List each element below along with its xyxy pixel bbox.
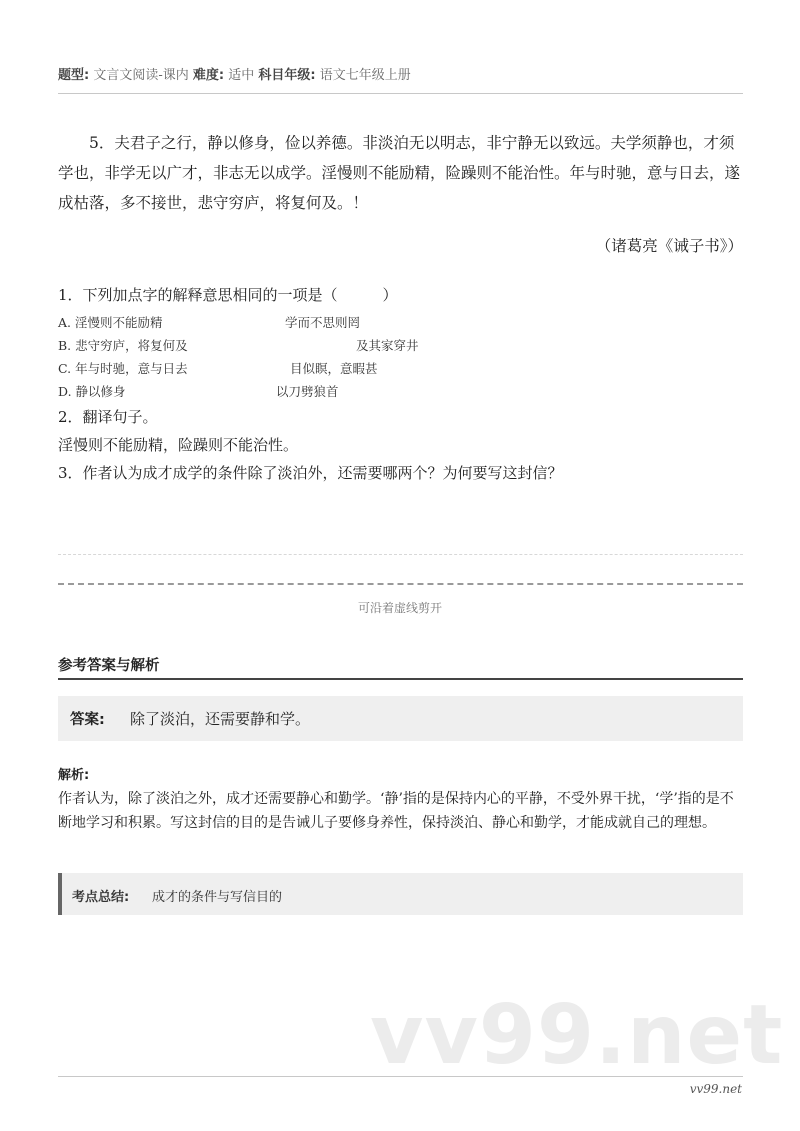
passage-source: （诸葛亮《诫子书》） bbox=[595, 237, 743, 255]
key-point-box bbox=[58, 873, 743, 915]
option-a-right: 学而不思则罔 bbox=[285, 315, 361, 330]
answer-text: 除了淡泊，还需要静和学。 bbox=[130, 710, 311, 728]
question-3: 3．作者认为成才成学的条件除了淡泊外，还需要哪两个？为何要写这封信？ bbox=[58, 464, 563, 482]
question-1: 1．下列加点字的解释意思相同的一项是（ ） bbox=[58, 286, 398, 304]
analysis-label: 解析: bbox=[58, 768, 90, 783]
option-b-left: B. 悲守穷庐，将复何及 bbox=[58, 338, 188, 353]
passage-text: 5．夫君子之行，静以修身，俭以养德。非淡泊无以明志，非宁静无以致远。夫学须静也，才须学也，非学无以广才，非志无以成学。淫慢则不能励精，险躁则不能治性。年与时驰，意与日去，遂成枯落，多不接世，悲守穷庐，将复何及。！ bbox=[58, 134, 741, 212]
answer-box bbox=[58, 696, 743, 741]
footer-divider bbox=[58, 1076, 743, 1077]
difficulty-label: 难度: bbox=[192, 68, 225, 83]
answer-section-title: 参考答案与解析 bbox=[58, 658, 160, 674]
light-dashed-line bbox=[58, 554, 743, 555]
answer-label: 答案: bbox=[70, 712, 105, 728]
footer-site: vv99.net bbox=[689, 1082, 742, 1096]
subject-value: 语文七年级上册 bbox=[319, 68, 411, 83]
option-c-right: 目似瞑，意暇甚 bbox=[290, 361, 378, 376]
question-2: 2．翻译句子。 bbox=[58, 408, 158, 426]
subject-label: 科目年级: bbox=[258, 68, 316, 83]
question-meta bbox=[58, 64, 411, 83]
watermark: vv99.net bbox=[370, 988, 784, 1083]
option-d-left: D. 静以修身 bbox=[58, 384, 126, 399]
key-point-accent-bar bbox=[58, 873, 62, 915]
question-2-sentence: 淫慢则不能励精，险躁则不能治性。 bbox=[58, 436, 299, 454]
analysis-text: 作者认为，除了淡泊之外，成才还需要静心和勤学。‘静’指的是保持内心的平静，不受外界干扰，‘学’指的是不断地学习和积累。写这封信的目的是告诫儿子要修身养性，保持淡泊、静心和勤学，才能成就自己的理想。 bbox=[58, 791, 734, 831]
option-d-right: 以刀劈狼首 bbox=[276, 384, 339, 399]
option-b-right: 及其家穿井 bbox=[356, 338, 419, 353]
type-value: 文言文阅读-课内 bbox=[93, 68, 189, 83]
key-point-label: 考点总结: bbox=[72, 890, 130, 905]
cut-dashed-line bbox=[58, 583, 743, 585]
difficulty-value: 适中 bbox=[228, 68, 255, 83]
cut-line-hint: 可沿着虚线剪开 bbox=[357, 601, 442, 615]
key-point-text: 成才的条件与写信目的 bbox=[152, 890, 283, 905]
answer-section-divider bbox=[58, 678, 743, 680]
option-a-left: A. 淫慢则不能励精 bbox=[58, 315, 163, 330]
option-c-left: C. 年与时驰，意与日去 bbox=[58, 361, 188, 376]
header-divider bbox=[58, 93, 743, 94]
type-label: 题型: bbox=[58, 68, 90, 83]
passage bbox=[58, 128, 743, 218]
